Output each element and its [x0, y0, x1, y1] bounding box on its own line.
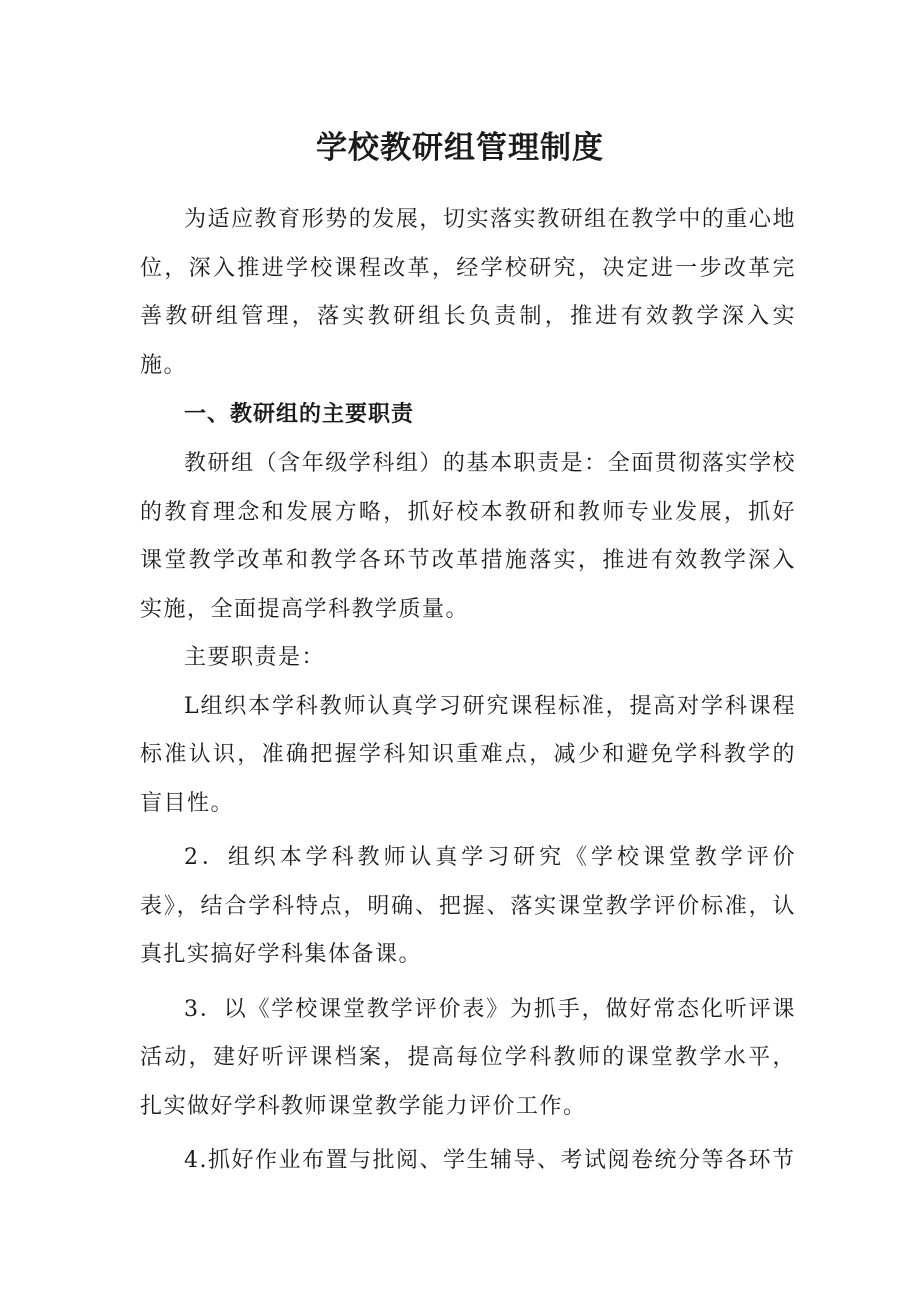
duty-item-4: 4.抓好作业布置与批阅、学生辅导、考试阅卷统分等各环节 [184, 1148, 796, 1173]
duty-item-1: L组织本学科教师认真学习研究课程标准，提高对学科课程标准认识，准确把握学科知识重难点，减少和避免学科教学的盲目性。 [140, 693, 796, 816]
duty-item-2: 2．组织本学科教师认真学习研究《学校课堂教学评价表》，结合学科特点，明确、把握、落实课堂教学评价标准，认真扎实搞好学科集体备课。 [140, 845, 796, 967]
document-body [140, 196, 796, 1186]
main-duties-intro: 主要职责是： [184, 645, 326, 670]
intro-paragraph: 为适应教育形势的发展，切实落实教研组在教学中的重心地位，深入推进学校课程改革，经学校研究，决定进一步改革完善教研组管理，落实教研组长负责制，推进有效教学深入实施。 [140, 207, 796, 378]
document-title: 学校教研组管理制度 [316, 130, 604, 166]
duty-item-3: 3．以《学校课堂教学评价表》为抓手，做好常态化听评课活动，建好听评课档案，提高每位学科教师的课堂教学水平，扎实做好学科教师课堂教学能力评价工作。 [140, 996, 796, 1119]
section-heading: 一、教研组的主要职责 [184, 402, 415, 427]
basic-duty-paragraph: 教研组（含年级学科组）的基本职责是：全面贯彻落实学校的教育理念和发展方略，抓好校本教研和教师专业发展，抓好课堂教学改革和教学各环节改革措施落实，推进有效教学深入实施，全面提高学科教学质量。 [140, 451, 796, 622]
